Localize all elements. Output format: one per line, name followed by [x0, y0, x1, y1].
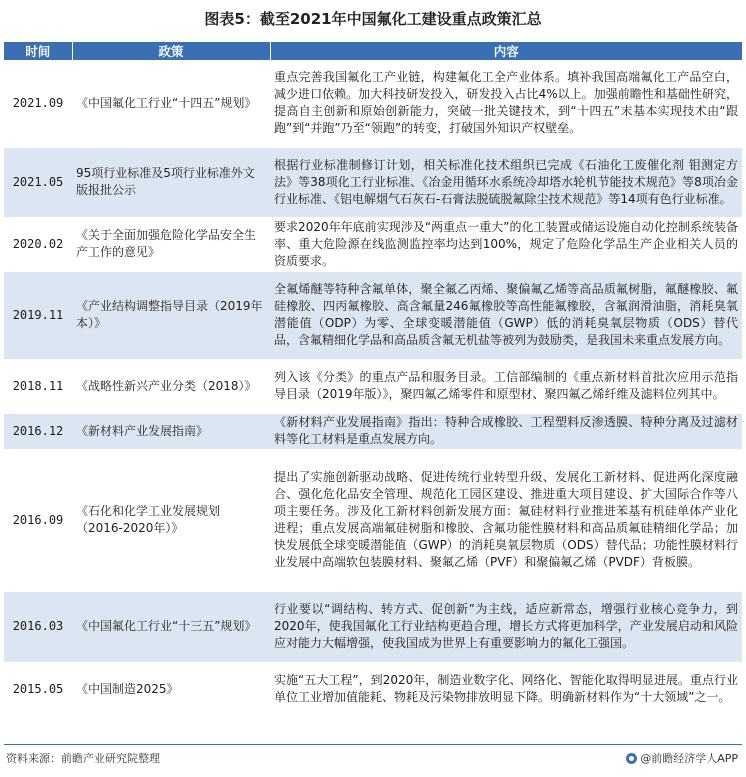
brand-credit — [626, 750, 738, 766]
row-content: 实施“五大工程”，到2020年，制造业数字化、网络化、智能化取得明显进展。重点行业单位工业增加值能耗、物耗及污染物排放明显下降。明确新材料作为“十大领域”之一。 — [270, 662, 742, 716]
row-date: 2020.02 — [4, 217, 72, 271]
row-date: 2016.03 — [4, 591, 72, 662]
row-date: 2015.05 — [4, 662, 72, 716]
table-row — [4, 591, 742, 662]
row-content: 全氟烯醚等特种含氟单体，聚全氟乙丙烯、聚偏氟乙烯等高品质氟树脂，氟醚橡胶、氟硅橡胶、四丙氟橡胶、高含氟量246氟橡胶等高性能氟橡胶，含氟润滑油脂，消耗臭氧潜能值（ODP）为零、全球变暖潜能值（GWP）低的消耗臭氧层物质（ODS）替代品，含氟精细化学品和高品质含氟无机盐等被列为鼓励类，是我国未来重点发展方向。 — [270, 271, 742, 359]
footer-divider — [4, 744, 742, 745]
table-row — [4, 413, 742, 449]
table-row — [4, 217, 742, 271]
header-time: 时间 — [4, 42, 72, 60]
row-policy: 《中国氟化工行业“十三五”规划》 — [72, 591, 270, 662]
row-policy: 《新材料产业发展指南》 — [72, 413, 270, 449]
row-policy: 95项行业标准及5项行业标准外文版报批公示 — [72, 147, 270, 217]
row-content: 《新材料产业发展指南》指出：特种合成橡胶、工程塑料反渗透膜、特种分离及过滤材料等化工材料是重点发展方向。 — [270, 413, 742, 449]
row-content: 提出了实施创新驱动战略、促进传统行业转型升级、发展化工新材料、促进两化深度融合、强化危化品安全管理、规范化工园区建设、推进重大项目建设、扩大国际合作等八项主要任务。涉及化工新材料创新发展方面：氟硅材料行业推进苯基有机硅单体产业化进程；重点发展高端氟硅树脂和橡胶、含氟功能性膜材料和高品质氟硅精细化学品；加快发展低全球变暖潜能值（GWP）的消耗臭氧层物质（ODS）替代品；功能性膜材料行业发展中高端软包装膜材料、聚氟乙烯（PVF）和聚偏氟乙烯（PVDF）背板膜。 — [270, 449, 742, 591]
brand-credit-text: @前瞻经济学人APP — [640, 752, 738, 765]
row-policy: 《产业结构调整指导目录（2019年本）》 — [72, 271, 270, 359]
row-content: 列入该《分类》的重点产品和服务目录。工信部编制的《重点新材料首批次应用示范指导目录（2019年版）》，聚四氟乙烯零件和原型材、聚四氟乙烯纤维及滤料位列其中。 — [270, 359, 742, 413]
row-date: 2019.11 — [4, 271, 72, 359]
table-row — [4, 60, 742, 147]
row-date: 2016.09 — [4, 449, 72, 591]
table-row — [4, 662, 742, 716]
row-policy: 《石化和化学工业发展规划（2016-2020年）》 — [72, 449, 270, 591]
page-title: 图表5：截至2021年中国氟化工建设重点政策汇总 — [204, 10, 542, 28]
policy-table — [4, 42, 742, 717]
row-date: 2021.09 — [4, 60, 72, 147]
row-date: 2016.12 — [4, 413, 72, 449]
table-row — [4, 147, 742, 217]
table-row — [4, 449, 742, 591]
row-content: 重点完善我国氟化工产业链，构建氟化工全产业体系。填补我国高端氟化工产品空白，减少进口依赖。加大科技研发投入，研发投入占比4%以上。加强前瞻性和基础性研究，提高自主创新和原始创新能力，突破一批关键技术，到“十四五”末基本实现技术由“跟跑”到“并跑”乃至“领跑”的转变，打破国外知识产权壁垒。 — [270, 60, 742, 147]
table-header-row — [4, 42, 742, 60]
row-policy: 《中国氟化工行业“十四五”规划》 — [72, 60, 270, 147]
source-note: 资料来源：前瞻产业研究院整理 — [6, 752, 160, 765]
row-content: 行业要以“调结构、转方式、促创新”为主线，适应新常态，增强行业核心竞争力，到2020年，使我国氟化工行业结构更趋合理，增长方式将更加科学，产业发展启动和风险应对能力大幅增强，使我国成为世界上有重要影响力的氟化工强国。 — [270, 591, 742, 662]
row-policy: 《战略性新兴产业分类（2018）》 — [72, 359, 270, 413]
table-row — [4, 271, 742, 359]
header-policy: 政策 — [72, 42, 270, 60]
table-row — [4, 359, 742, 413]
qianzhan-logo-icon — [626, 753, 637, 764]
row-date: 2018.11 — [4, 359, 72, 413]
row-content: 根据行业标准制修订计划，相关标准化技术组织已完成《石油化工废催化剂 钼测定方法》等38项化工行业标准、《冶金用循环水系统冷却塔水轮机节能技术规范》等8项冶金行业标准、《铝电解烟气石灰石-石膏法脱硫脱氟除尘技术规范》等14项有色行业标准。 — [270, 147, 742, 217]
row-date: 2021.05 — [4, 147, 72, 217]
row-policy: 《中国制造2025》 — [72, 662, 270, 716]
row-content: 要求2020年年底前实现涉及“两重点一重大”的化工装置或储运设施自动化控制系统装备率、重大危险源在线监测监控率均达到100%，规定了危险化学品生产企业相关人员的资质要求。 — [270, 217, 742, 271]
row-policy: 《关于全面加强危险化学品安全生产工作的意见》 — [72, 217, 270, 271]
header-content: 内容 — [270, 42, 742, 60]
